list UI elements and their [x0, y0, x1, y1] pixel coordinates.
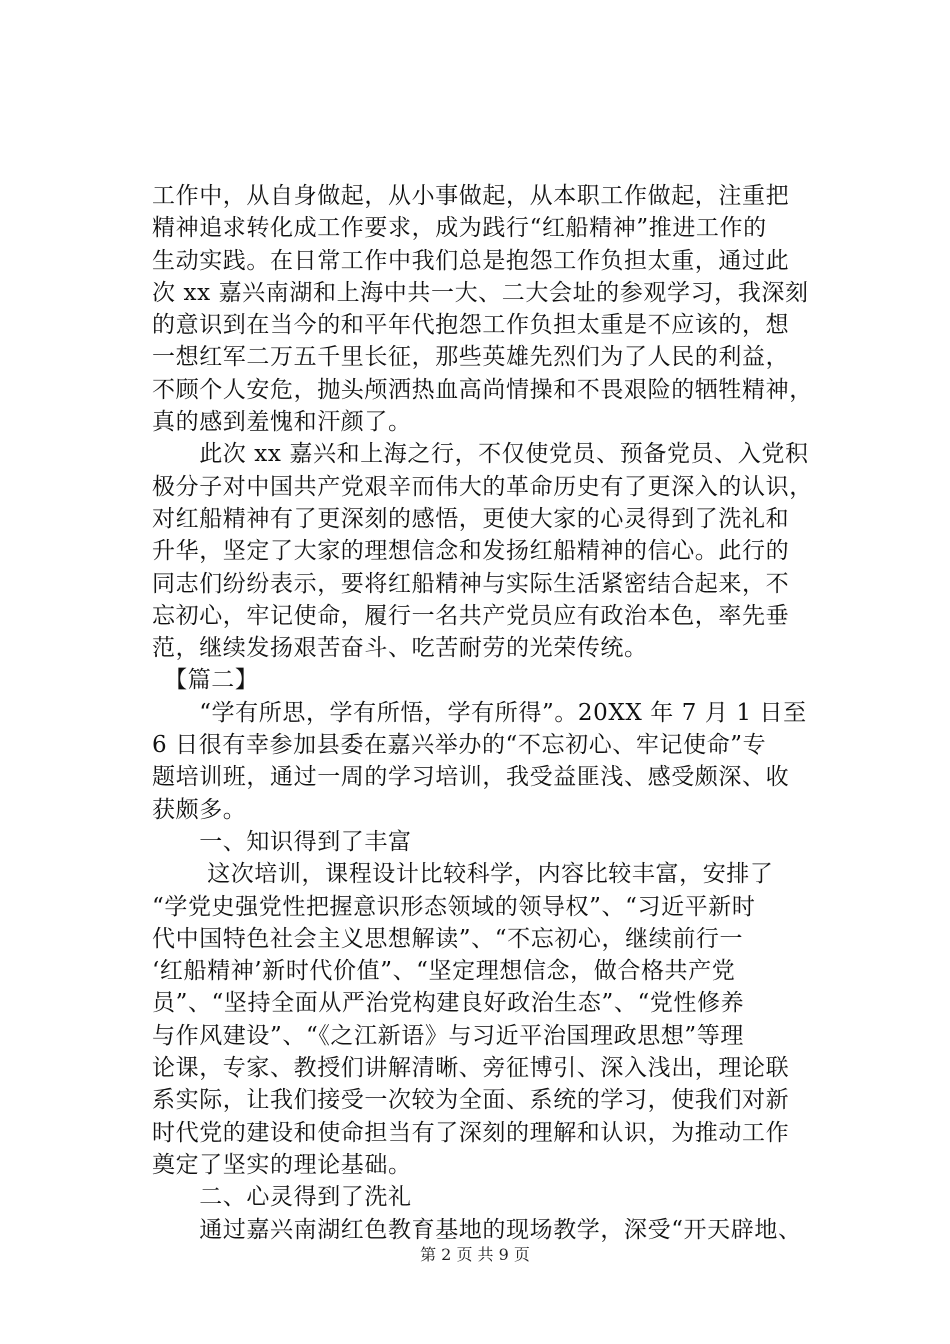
text-line: 次 xx 嘉兴南湖和上海中共一大、二大会址的参观学习，我深刻 [152, 279, 809, 306]
text-line: 的意识到在当今的和平年代抱怨工作负担太重是不应该的，想 [152, 312, 790, 339]
text-line: 奠定了坚实的理论基础。 [152, 1151, 412, 1178]
text-line: ‘红船精神’新时代价值”、“坚定理想信念，做合格共产党 [152, 958, 736, 985]
page-footer: 第 2 页 共 9 页 [420, 1245, 530, 1264]
text-line: 范，继续发扬艰苦奋斗、吃苦耐劳的光荣传统。 [152, 635, 648, 662]
text-line: 工作中，从自身做起，从小事做起，从本职工作做起，注重把 [152, 183, 790, 209]
text-line: 一想红军二万五千里长征，那些英雄先烈们为了人民的利益， [152, 344, 790, 371]
text-line: 极分子对中国共产党艰辛而伟大的革命历史有了更深入的认识， [152, 473, 813, 500]
text-line: 此次 xx 嘉兴和上海之行，不仅使党员、预备党员、入党积 [152, 441, 809, 468]
text-line: 通过嘉兴南湖红色教育基地的现场教学，深受“开天辟地、 [152, 1216, 802, 1243]
text-line: 同志们纷纷表示，要将红船精神与实际生活紧密结合起来，不 [152, 570, 790, 597]
text-line: 不顾个人安危，抛头颅洒热血高尚情操和不畏艰险的牺牲精神， [152, 376, 813, 403]
text-line: 6 日很有幸参加县委在嘉兴举办的“不忘初心、牢记使命”专 [152, 732, 767, 759]
text-line: 真的感到羞愧和汗颜了。 [152, 409, 412, 436]
text-line: 这次培训，课程设计比较科学，内容比较丰富，安排了 [152, 861, 774, 888]
text-line: 二、心灵得到了洗礼 [152, 1184, 412, 1211]
document-body [152, 180, 852, 1246]
text-line: “学有所思，学有所悟，学有所得”。20XX 年 7 月 1 日至 [152, 699, 807, 726]
text-line: 论课，专家、教授们讲解清晰、旁征博引、深入浅出，理论联 [152, 1055, 790, 1082]
text-line: 生动实践。在日常工作中我们总是抱怨工作负担太重，通过此 [152, 247, 790, 274]
text-line: “学党史强党性把握意识形态领域的领导权”、“习近平新时 [152, 893, 756, 920]
text-line: 系实际，让我们接受一次较为全面、系统的学习，使我们对新 [152, 1087, 790, 1114]
text-line: 员”、“坚持全面从严治党构建良好政治生态”、“党性修养 [152, 990, 745, 1017]
text-line: 时代党的建设和使命担当有了深刻的理解和认识，为推动工作 [152, 1119, 790, 1146]
text-line: 一、知识得到了丰富 [152, 828, 412, 855]
text-line: 题培训班，通过一周的学习培训，我受益匪浅、感受颇深、收 [152, 764, 790, 791]
text-line: 与作风建设”、“《之江新语》与习近平治国理政思想”等理 [152, 1022, 744, 1049]
text-line: 精神追求转化成工作要求，成为践行“红船精神”推进工作的 [152, 215, 767, 242]
text-line: 【篇二】 [152, 667, 259, 694]
text-line: 升华，坚定了大家的理想信念和发扬红船精神的信心。此行的 [152, 538, 790, 565]
text-line: 对红船精神有了更深刻的感悟，更使大家的心灵得到了洗礼和 [152, 505, 790, 532]
text-line: 代中国特色社会主义思想解读”、“不忘初心，继续前行一 [152, 925, 744, 952]
text-line: 忘初心，牢记使命，履行一名共产党员应有政治本色，率先垂 [152, 602, 790, 629]
text-line: 获颇多。 [152, 796, 247, 823]
